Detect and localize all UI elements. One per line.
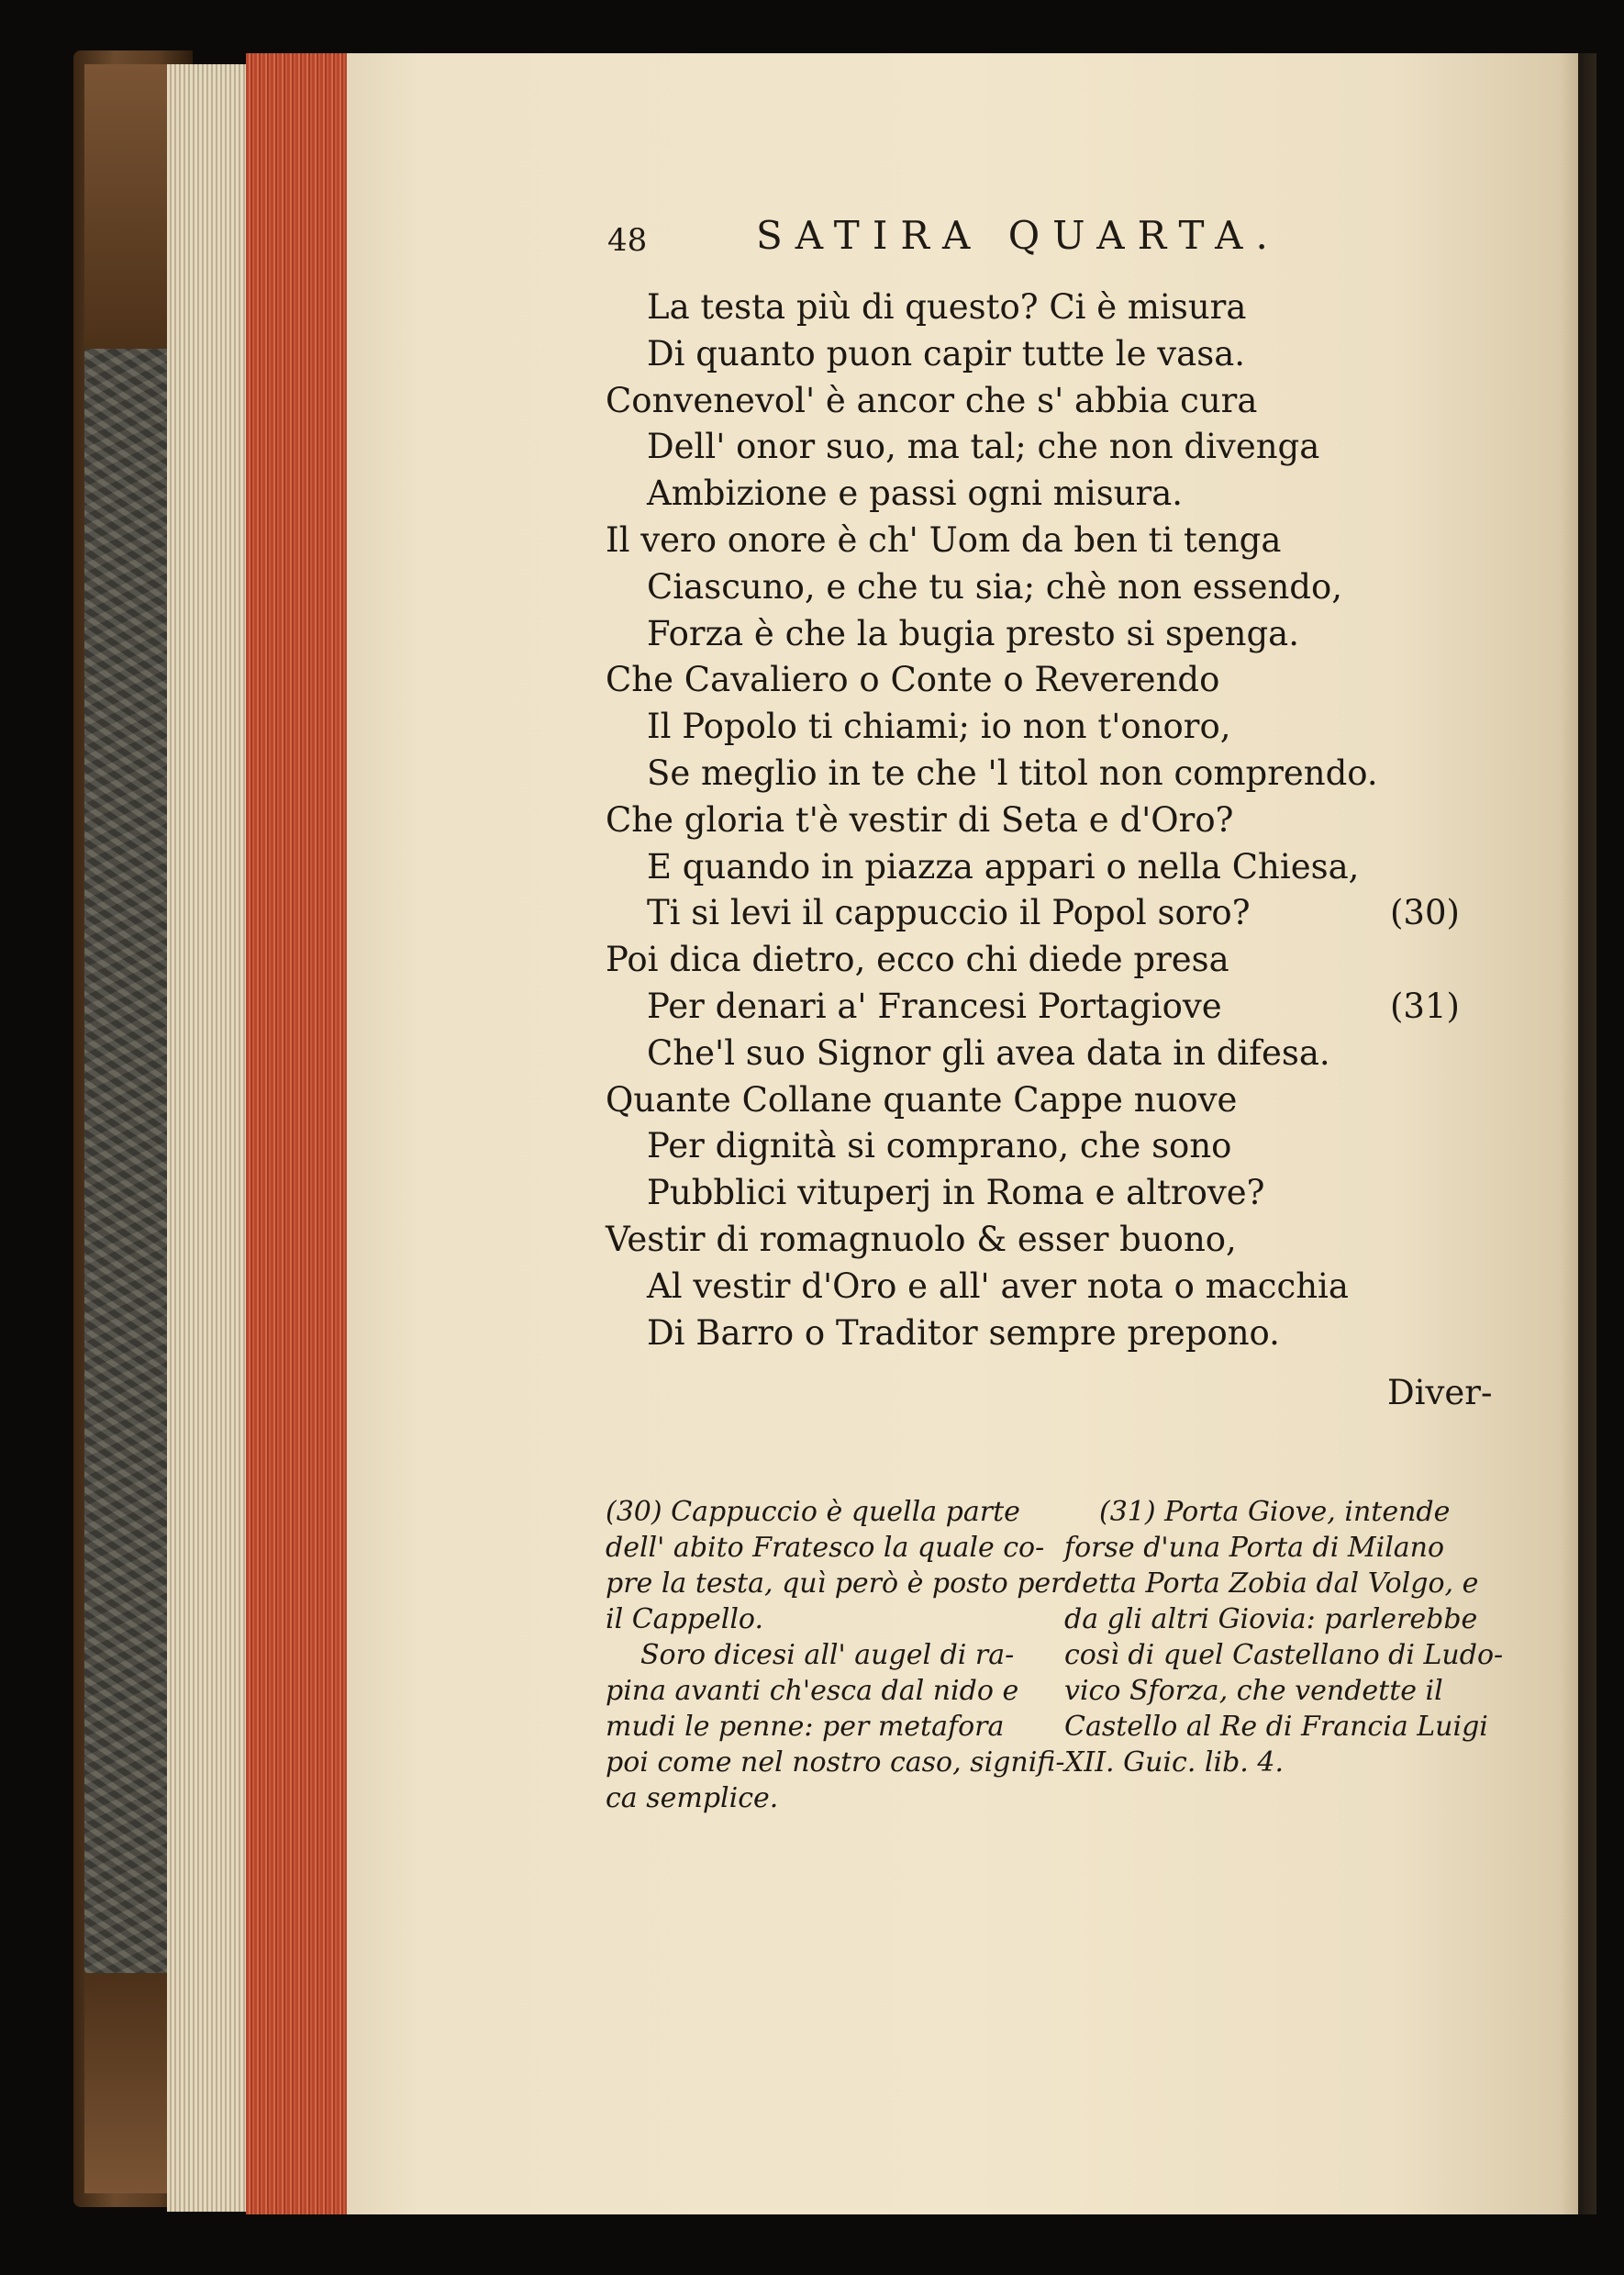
verse-line: Dell' onor suo, ma tal; che non divenga (647, 427, 1320, 467)
verse-line: Che gloria t'è vestir di Seta e d'Oro? (606, 799, 1234, 840)
verse-line: E quando in piazza appari o nella Chiesa, (647, 846, 1360, 887)
footnote-line: così di quel Castellano di Ludo- (1064, 1639, 1504, 1671)
verse-line: Pubblici vituperj in Roma e altrove? (647, 1173, 1265, 1213)
verse-line: Di quanto puon capir tutte le vasa. (647, 333, 1246, 374)
verse-line: Il vero onore è ch' Uom da ben ti tenga (606, 519, 1282, 560)
verse-line: Convenevol' è ancor che s' abbia cura (606, 380, 1258, 420)
footnote-line: poi come nel nostro caso, signifi- (606, 1746, 1065, 1779)
page-number: 48 (607, 222, 648, 259)
verse-line: Per dignità si comprano, che sono (647, 1126, 1232, 1166)
verse-line: Quante Collane quante Cappe nuove (606, 1079, 1238, 1120)
note-marker-31: (31) (1390, 986, 1460, 1026)
verse-line: Poi dica dietro, ecco chi diede presa (606, 940, 1229, 980)
verse-line: Vestir di romagnuolo & esser buono, (606, 1219, 1237, 1259)
footnote-line: pre la testa, quì però è posto per (606, 1567, 1064, 1600)
verse-line-with-marker (606, 890, 1460, 937)
footnote-line: XII. Guic. lib. 4. (1064, 1746, 1284, 1779)
verse-line: Che Cavaliero o Conte o Reverendo (606, 660, 1220, 700)
verse-line: La testa più di questo? Ci è misura (647, 287, 1247, 327)
footnote-line: (31) Porta Giove, intende (1099, 1496, 1451, 1528)
footnote-line: forse d'una Porta di Milano (1064, 1532, 1445, 1564)
verse-line: Se meglio in te che 'l titol non comprendo. (647, 753, 1378, 793)
footnote-line: il Cappello. (606, 1603, 763, 1635)
gutter-shadow (1560, 53, 1596, 2214)
footnote-line: da gli altri Giovia: parlerebbe (1064, 1603, 1478, 1635)
footnote-line: detta Porta Zobia dal Volgo, e (1064, 1567, 1479, 1600)
verse-block (606, 284, 1460, 1356)
footnote-line: Castello al Re di Francia Luigi (1064, 1711, 1488, 1743)
verse-line: Ambizione e passi ogni misura. (647, 474, 1184, 514)
footnote-line: pina avanti ch'esca dal nido e (606, 1675, 1019, 1707)
verse-line: Ciascuno, e che tu sia; chè non essendo, (647, 566, 1343, 607)
footnote-line: dell' abito Fratesco la quale co- (606, 1532, 1045, 1564)
verse-line: Che'l suo Signor gli avea data in difesa. (647, 1032, 1330, 1073)
marbled-board (84, 349, 176, 1973)
verse-line: Forza è che la bugia presto si spenga. (647, 613, 1299, 653)
verse-line: Al vestir d'Oro e all' aver nota o macchia (647, 1266, 1349, 1306)
verse-line: Il Popolo ti chiami; io non t'onoro, (647, 707, 1231, 747)
verse-line: Di Barro o Traditor sempre prepono. (647, 1312, 1280, 1353)
footnote-30 (606, 1494, 1065, 1816)
page-block-edges (167, 64, 259, 2212)
footnote-line: mudi le penne: per metafora (606, 1711, 1005, 1743)
leather-corner-bottom (84, 1973, 176, 2193)
note-marker-30: (30) (1390, 893, 1460, 933)
running-title: SATIRA QUARTA. (756, 213, 1281, 258)
leather-corner-top (84, 64, 176, 349)
footnote-line: Soro dicesi all' augel di ra- (640, 1639, 1015, 1671)
page-header (607, 213, 1396, 264)
footnote-line: vico Sforza, che vendette il (1064, 1675, 1443, 1707)
verse-line-text: Per denari a' Francesi Portagiove (647, 986, 1222, 1026)
verse-line-text: Ti si levi il cappuccio il Popol soro? (647, 893, 1251, 933)
red-page-edges (246, 53, 349, 2214)
verse-line-with-marker (606, 984, 1460, 1031)
footnote-line: ca semplice. (606, 1782, 779, 1814)
catchword: Diver- (1387, 1373, 1493, 1412)
footnote-line: (30) Cappuccio è quella parte (606, 1496, 1020, 1528)
footnote-31 (1064, 1494, 1504, 1780)
